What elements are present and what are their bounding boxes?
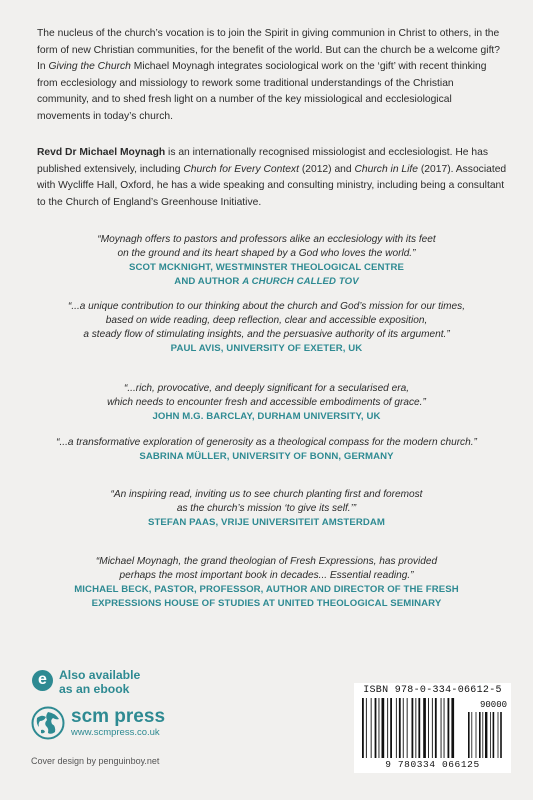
barcode-bar: [399, 698, 401, 758]
author-name: Revd Dr Michael Moynagh: [37, 147, 166, 158]
endorsement-barclay: [20, 382, 513, 424]
quote-author: PAUL AVIS, UNIVERSITY OF EXETER, UK: [170, 343, 363, 354]
publisher-text: [71, 707, 165, 739]
barcode-bar: [379, 698, 380, 758]
barcode-bar: [390, 698, 392, 758]
endorsement-mcknight: [20, 233, 513, 289]
endorsement-paas: [20, 488, 513, 530]
barcode-bar: [415, 698, 416, 758]
endorsement-beck: [20, 555, 513, 611]
quote-line: “...a transformative exploration of generosity as a theological compass for the modern church.”: [56, 437, 477, 448]
barcode-bar: [371, 698, 372, 758]
quote-author: JOHN M.G. BARCLAY, DURHAM UNIVERSITY, UK: [152, 411, 381, 422]
barcode-bar: [403, 698, 404, 758]
quote-author: EXPRESSIONS HOUSE OF STUDIES AT UNITED THEOLOGICAL SEMINARY: [91, 598, 442, 609]
barcode-bar: [362, 698, 364, 758]
ebook-text: [59, 668, 140, 696]
addon-bar: [476, 712, 477, 758]
quote-author: SCOT MCKNIGHT, WESTMINSTER THEOLOGICAL CENTRE: [128, 262, 405, 273]
publisher-name: scm press: [71, 706, 166, 727]
quote-line: a steady flow of stimulating insights, and the persuasive authority of its argument.”: [83, 329, 450, 340]
quote-author: [20, 275, 513, 289]
bio-book-2: Church in Life: [354, 163, 419, 175]
quote-line: “Moynagh offers to pastors and professors alike an ecclesiology with its feet: [97, 234, 436, 245]
barcode-bar: [435, 698, 437, 758]
ebook-notice: [32, 668, 140, 696]
barcode-bar: [448, 698, 450, 758]
bio-text-2: (2012) and: [298, 163, 355, 175]
barcode-bar: [423, 698, 426, 758]
barcode-bar: [441, 698, 442, 758]
barcode-bar: [375, 698, 377, 758]
quote-author-book: A CHURCH CALLED TOV: [242, 276, 359, 287]
isbn-number: ISBN 978-0-334-06612-5: [363, 685, 502, 696]
cover-design-credit: Cover design by penguinboy.net: [31, 756, 160, 766]
isbn-barcode: [354, 683, 511, 773]
barcode-bar: [444, 698, 445, 758]
blurb-paragraph: [37, 26, 507, 126]
author-bio: [37, 145, 507, 211]
addon-bar: [500, 712, 502, 758]
blurb-book-title: Giving the Church: [48, 61, 131, 73]
bio-text-3: (2017). Associated with Wycliffe Hall, Oxford, he has a wide speaking and consulting ministry, including being a consultant to the Church of England’s Greenhouse Initiative.: [37, 163, 507, 208]
publisher-block: [31, 706, 165, 740]
barcode-bar: [451, 698, 454, 758]
quote-author-prefix: AND AUTHOR: [174, 276, 243, 287]
addon-bar: [498, 712, 499, 758]
barcode-bar: [432, 698, 433, 758]
barcode-bar: [366, 698, 367, 758]
barcode-bar: [382, 698, 385, 758]
publisher-url[interactable]: www.scmpress.co.uk: [71, 727, 160, 738]
scm-globe-logo: [31, 706, 65, 740]
quote-line: as the church’s mission ‘to give its self.’”: [176, 503, 357, 514]
price-code: 90000: [480, 700, 508, 710]
ebook-line-2: as an ebook: [59, 682, 130, 696]
addon-bar: [493, 712, 495, 758]
quote-line: “Michael Moynagh, the grand theologian of Fresh Expressions, has provided: [95, 556, 438, 567]
addon-bar: [490, 712, 491, 758]
ebook-icon: e: [32, 670, 53, 691]
barcode-bar: [412, 698, 414, 758]
blurb-text-continued: Michael Moynagh integrates sociological work on the ‘gift’ with recent thinking from ecclesiology and missiology to rework some traditional understandings of the Christian community, and to shed fresh light on a number of the key missiological and ecclesiological movements in today’s church.: [37, 61, 487, 122]
addon-bar: [468, 712, 470, 758]
endorsement-muller: [20, 436, 513, 464]
addon-bar: [471, 712, 472, 758]
quote-line: “...rich, provocative, and deeply significant for a secularised era,: [123, 383, 409, 394]
quote-line: perhaps the most important book in decades... Essential reading.”: [119, 570, 414, 581]
quote-author: STEFAN PAAS, VRIJE UNIVERSITEIT AMSTERDAM: [147, 517, 386, 528]
ebook-line-1: Also available: [59, 668, 141, 682]
quote-line: which needs to encounter fresh and accessible embodiments of grace.”: [107, 397, 426, 408]
addon-bar: [485, 712, 487, 758]
endorsement-avis: [20, 300, 513, 356]
barcode-bar: [396, 698, 397, 758]
blurb-text: The nucleus of the church’s vocation is to join the Spirit in giving communion in Christ to others, in the form of new Christian communities, for the benefit of the world. But can the church be a welcome gift? In: [37, 28, 501, 73]
bio-book-1: Church for Every Context: [183, 163, 299, 175]
quote-author: MICHAEL BECK, PASTOR, PROFESSOR, AUTHOR AND DIRECTOR OF THE FRESH: [74, 584, 459, 595]
barcode-bars: [360, 698, 508, 760]
bio-text: is an internationally recognised missiologist and ecclesiologist. He has published extensively, including: [37, 147, 488, 175]
addon-bar: [482, 712, 483, 758]
barcode-bar: [387, 698, 388, 758]
quote-author: SABRINA MÜLLER, UNIVERSITY OF BONN, GERMANY: [139, 451, 394, 462]
barcode-bar: [428, 698, 429, 758]
quote-line: “An inspiring read, inviting us to see church planting first and foremost: [110, 489, 423, 500]
ean-number: 9 780334 066125: [385, 759, 480, 770]
quote-line: based on wide reading, deep reflection, clear and accessible exposition,: [105, 315, 428, 326]
addon-bar: [479, 712, 481, 758]
quote-line: “...a unique contribution to our thinking about the church and God’s mission for our times,: [67, 301, 466, 312]
quote-line: on the ground and its heart shaped by a God who loves the world.”: [117, 248, 416, 259]
barcode-bar: [418, 698, 420, 758]
barcode-bar: [407, 698, 408, 758]
